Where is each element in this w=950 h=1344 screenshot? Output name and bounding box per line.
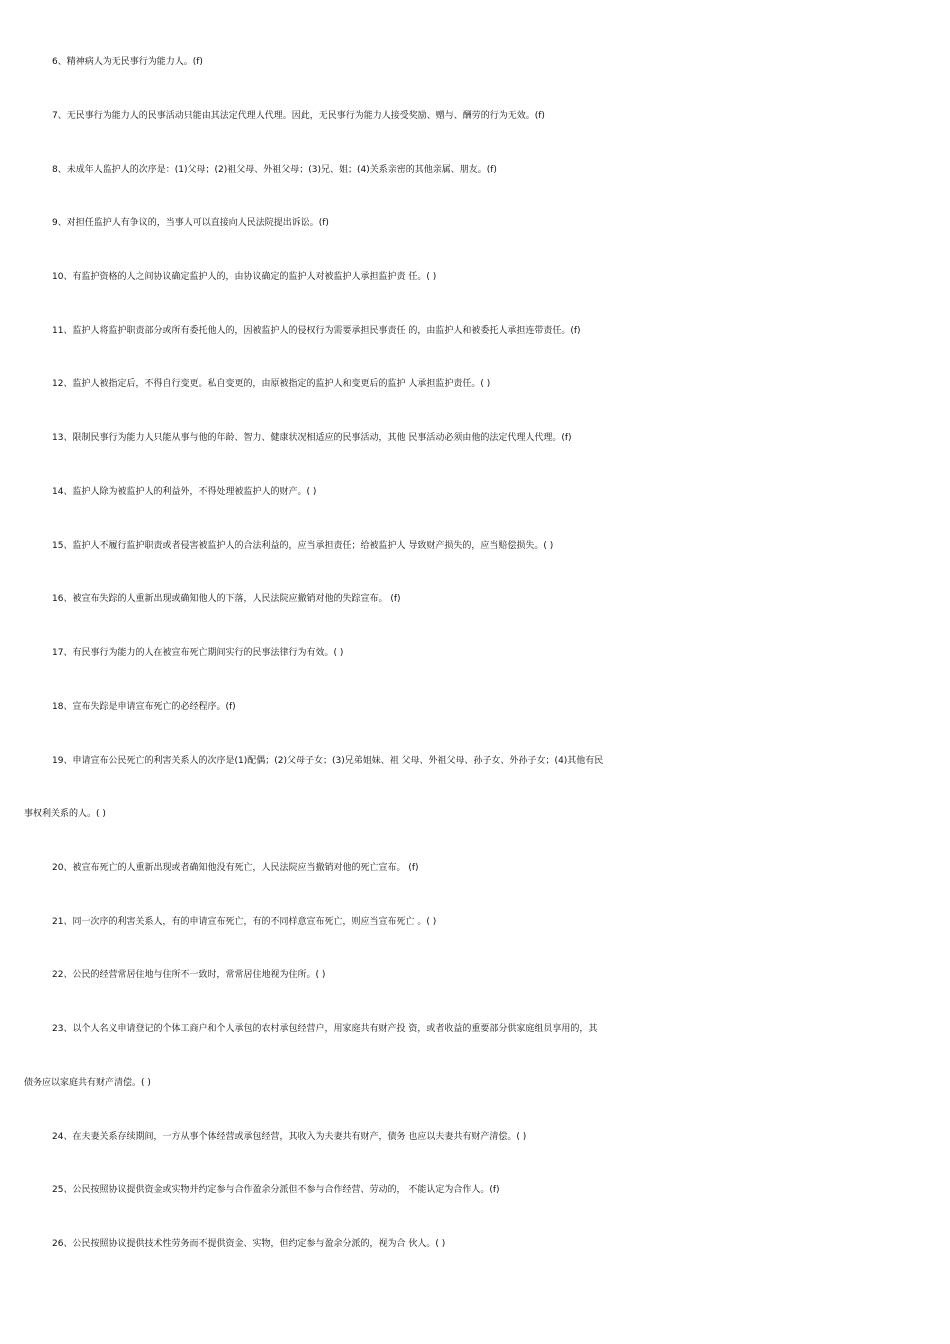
question-7: 7、无民事行为能力人的民事活动只能由其法定代理人代理。因此，无民事行为能力人接受奖励、赠与、酬劳的行为无效。(f)	[52, 111, 545, 121]
question-24: 24、在夫妻关系存续期间，一方从事个体经营或承包经营，其收入为夫妻共有财产，债务 也应以夫妻共有财产清偿。( )	[52, 1132, 527, 1142]
question-14: 14、监护人除为被监护人的利益外，不得处理被监护人的财产。( )	[52, 487, 317, 497]
question-21: 21、同一次序的利害关系人，有的申请宣布死亡，有的不同样意宣布死亡，则应当宣布死亡 。( )	[52, 917, 437, 927]
question-9: 9、对担任监护人有争议的，当事人可以直接向人民法院提出诉讼。(f)	[52, 218, 329, 228]
question-13: 13、限制民事行为能力人只能从事与他的年龄、智力、健康状况相适应的民事活动，其他 民事活动必须由他的法定代理人代理。(f)	[52, 433, 572, 443]
question-12: 12、监护人被指定后，不得自行变更。私自变更的，由原被指定的监护人和变更后的监护 人承担监护责任。( )	[52, 379, 491, 389]
question-8: 8、未成年人监护人的次序是：(1)父母；(2)祖父母、外祖父母；(3)兄、姐；(4)关系亲密的其他亲属、朋友。(f)	[52, 165, 497, 175]
question-20: 20、被宣布死亡的人重新出现或者确知他没有死亡，人民法院应当撤销对他的死亡宣布。 (f)	[52, 863, 419, 873]
question-26: 26、公民按照协议提供技术性劳务而不提供资金、实物，但约定参与盈余分派的，视为合 伙人。( )	[52, 1239, 446, 1249]
question-23-continuation: 债务应以家庭共有财产清偿。( )	[24, 1078, 151, 1088]
question-10: 10、有监护资格的人之间协议确定监护人的，由协议确定的监护人对被监护人承担监护责 任。( )	[52, 272, 437, 282]
question-15: 15、监护人不履行监护职责或者侵害被监护人的合法利益的，应当承担责任；给被监护人 导致财产损失的，应当赔偿损失。( )	[52, 541, 554, 551]
question-16: 16、被宣布失踪的人重新出现或确知他人的下落，人民法院应撤销对他的失踪宣布。 (f)	[52, 594, 401, 604]
question-18: 18、宣布失踪是申请宣布死亡的必经程序。(f)	[52, 702, 236, 712]
question-17: 17、有民事行为能力的人在被宣布死亡期间实行的民事法律行为有效。( )	[52, 648, 344, 658]
question-22: 22、公民的经营常居住地与住所不一致时，常常居住地视为住所。( )	[52, 970, 326, 980]
question-23: 23、以个人名义申请登记的个体工商户和个人承包的农村承包经营户，用家庭共有财产投 资，或者收益的重要部分供家庭组员享用的，其	[52, 1024, 598, 1034]
question-19: 19、申请宣布公民死亡的利害关系人的次序是(1)配偶；(2)父母子女；(3)兄弟姐妹、祖 父母、外祖父母、孙子女、外孙子女；(4)其他有民	[52, 756, 604, 766]
question-6: 6、精神病人为无民事行为能力人。(f)	[52, 57, 203, 67]
question-11: 11、监护人将监护职责部分或所有委托他人的，因被监护人的侵权行为需要承担民事责任 的，由监护人和被委托人承担连带责任。(f)	[52, 326, 581, 336]
question-25: 25、公民按照协议提供资金或实物并约定参与合作盈余分派但不参与合作经营、劳动的， 不能认定为合作人。(f)	[52, 1185, 500, 1195]
question-19-continuation: 事权利关系的人。( )	[24, 809, 106, 819]
